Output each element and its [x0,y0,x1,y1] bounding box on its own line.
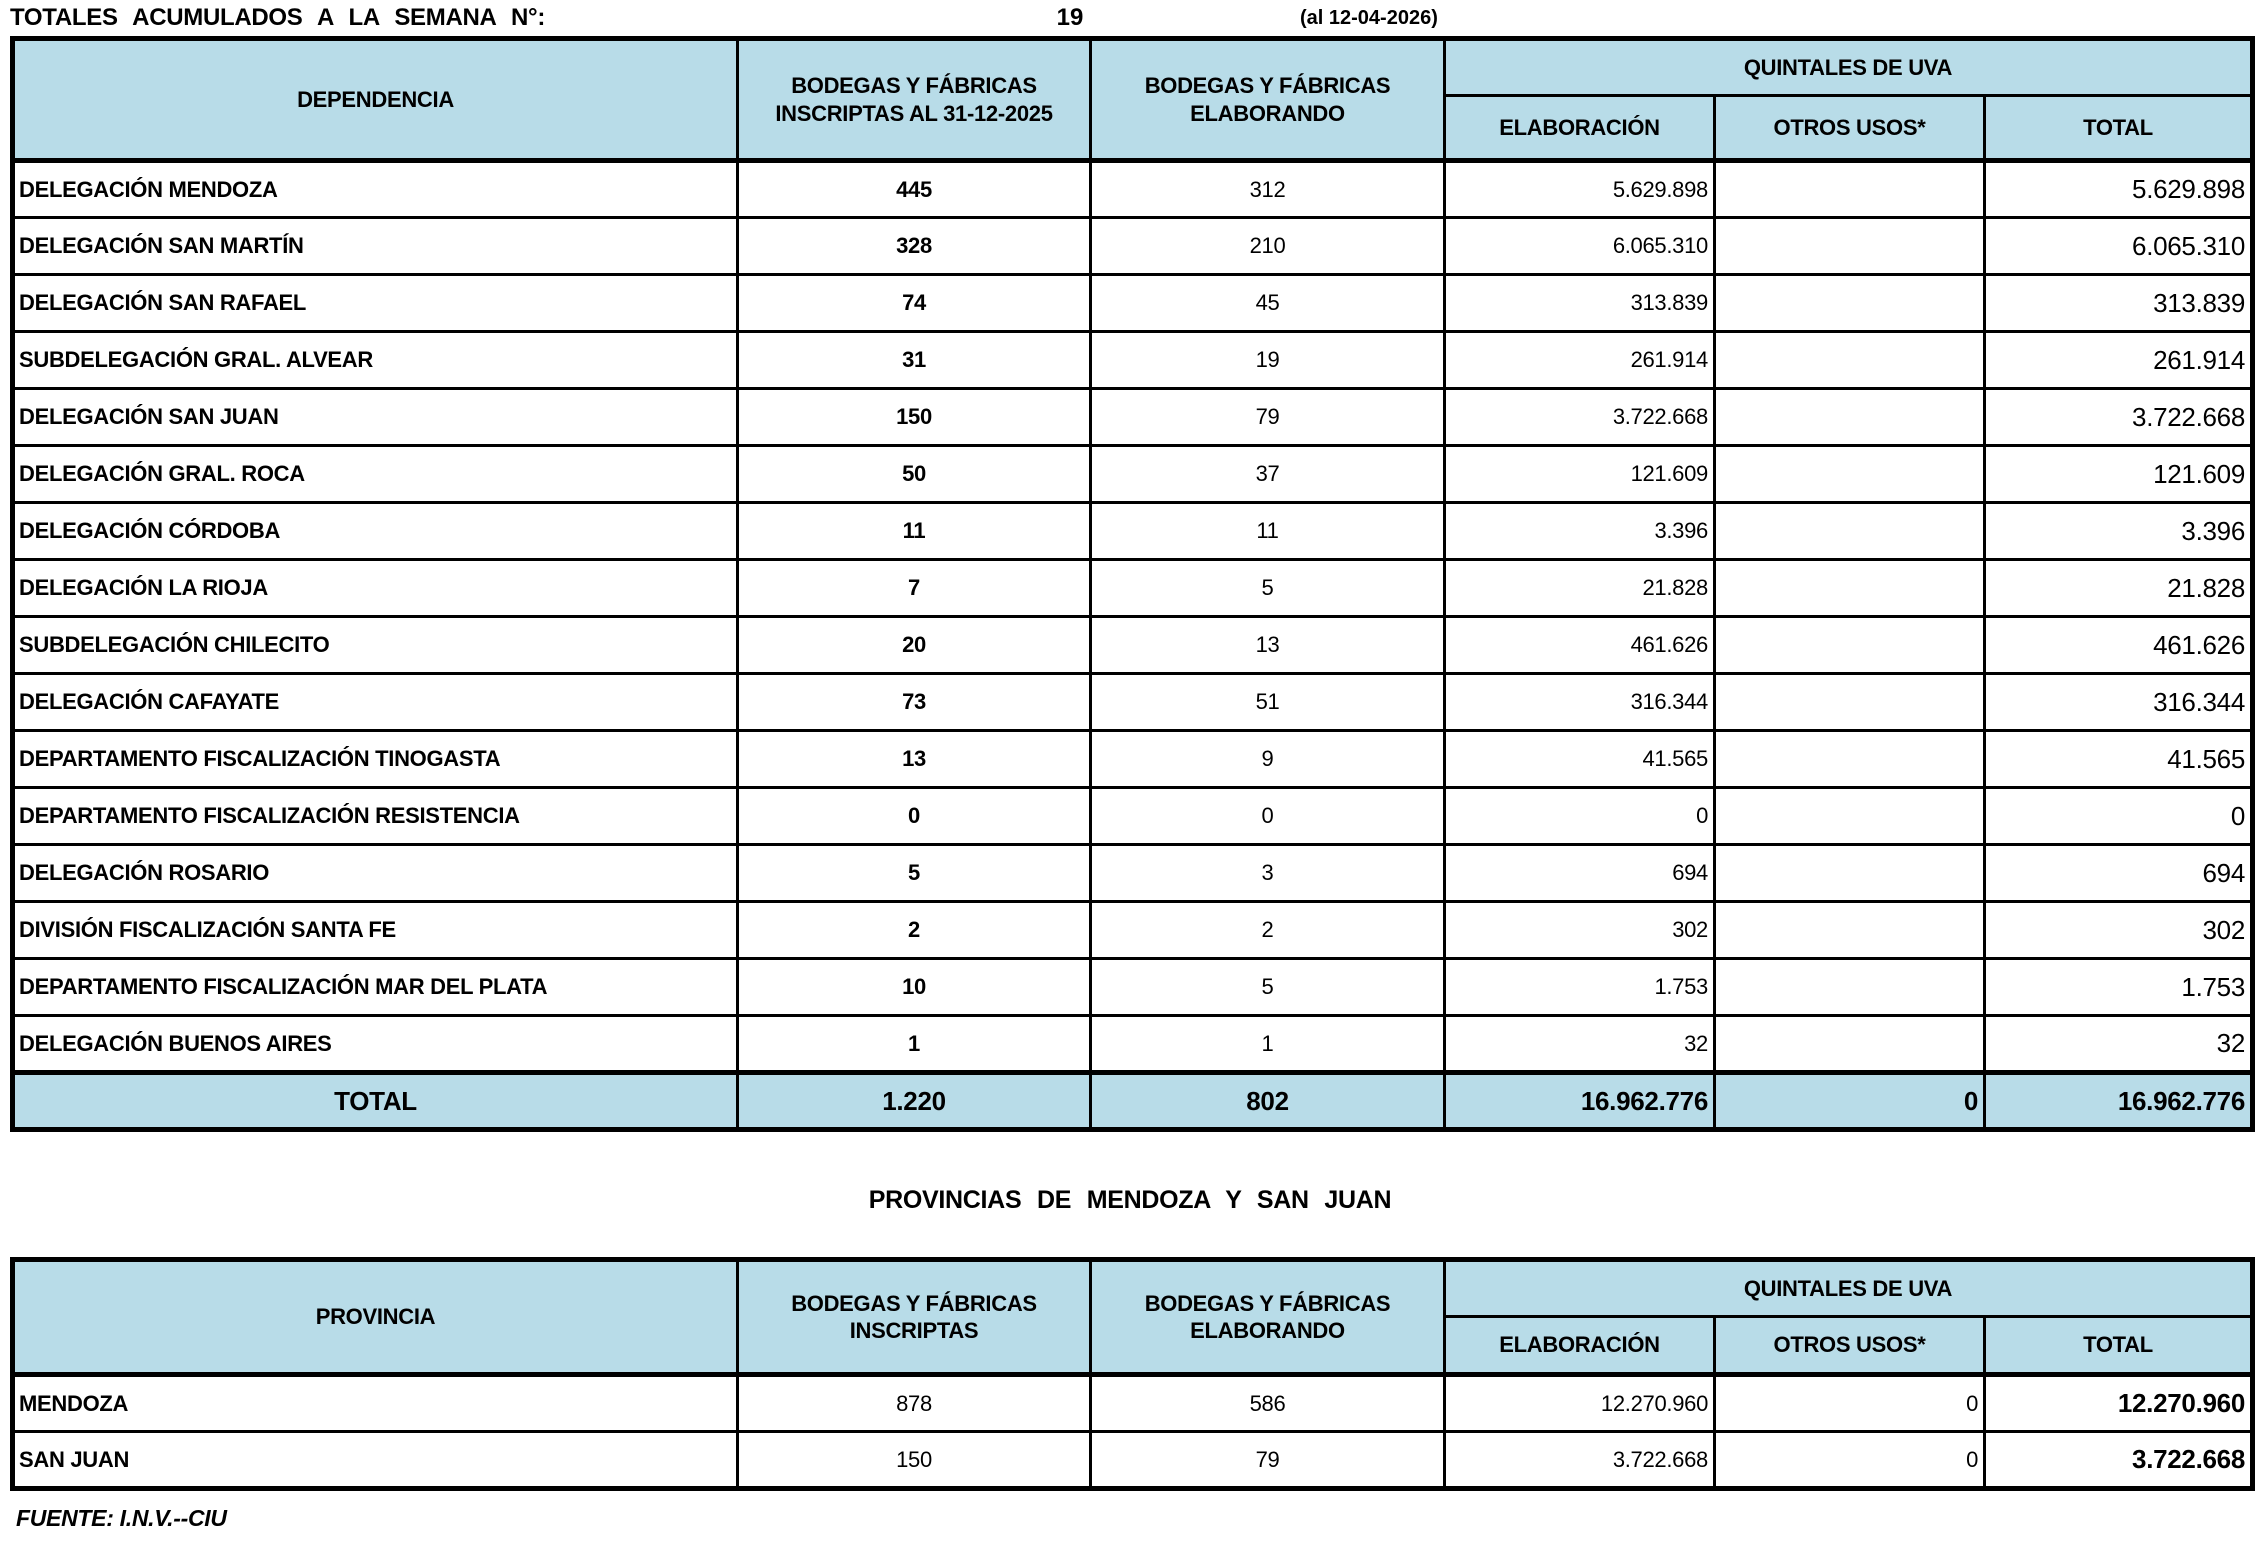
table-row [13,617,2253,674]
total-elaborando-cell: 802 [1091,1073,1445,1130]
dependencia-cell: DELEGACIÓN SAN JUAN [13,389,738,446]
inscriptas-cell: 50 [738,446,1091,503]
otros-usos-cell: 0 [1715,1432,1985,1489]
elaboracion-cell: 0 [1445,788,1715,845]
otros-usos-cell [1715,788,1985,845]
inscriptas-cell: 328 [738,218,1091,275]
col-header-total: TOTAL [1985,1317,2253,1375]
total-row [13,1073,2253,1130]
inscriptas-cell: 13 [738,731,1091,788]
otros-usos-cell: 0 [1715,1375,1985,1432]
inscriptas-cell: 74 [738,275,1091,332]
elaborando-cell: 79 [1091,389,1445,446]
total-cell: 0 [1985,788,2253,845]
table-row [13,1016,2253,1073]
total-cell: 316.344 [1985,674,2253,731]
elaborando-cell: 45 [1091,275,1445,332]
inscriptas-cell: 0 [738,788,1091,845]
inscriptas-cell: 150 [738,389,1091,446]
table-row [13,503,2253,560]
total-cell: 461.626 [1985,617,2253,674]
title-bar [0,0,2260,36]
elaborando-cell: 13 [1091,617,1445,674]
col-header-provincia: PROVINCIA [13,1260,738,1375]
col-header-elaboracion: ELABORACIÓN [1445,96,1715,161]
total-cell: 121.609 [1985,446,2253,503]
elaborando-cell: 210 [1091,218,1445,275]
table-row [13,275,2253,332]
dependencia-cell: DELEGACIÓN SAN MARTÍN [13,218,738,275]
dependencia-cell: DELEGACIÓN SAN RAFAEL [13,275,738,332]
dependencia-cell: DELEGACIÓN CAFAYATE [13,674,738,731]
otros-usos-cell [1715,389,1985,446]
elaborando-cell: 312 [1091,161,1445,218]
elaborando-cell: 19 [1091,332,1445,389]
elaborando-cell: 5 [1091,560,1445,617]
table-row [13,1375,2253,1432]
dependencia-cell: DELEGACIÓN CÓRDOBA [13,503,738,560]
col-header-total: TOTAL [1985,96,2253,161]
total-cell: 1.753 [1985,959,2253,1016]
table-row [13,332,2253,389]
otros-usos-cell [1715,503,1985,560]
table-row [13,218,2253,275]
provincia-cell: SAN JUAN [13,1432,738,1489]
elaboracion-cell: 1.753 [1445,959,1715,1016]
elaboracion-cell: 461.626 [1445,617,1715,674]
inscriptas-cell: 10 [738,959,1091,1016]
elaboracion-cell: 3.722.668 [1445,1432,1715,1489]
total-otros-usos-cell: 0 [1715,1073,1985,1130]
total-cell: 302 [1985,902,2253,959]
col-header-otros-usos: OTROS USOS* [1715,96,1985,161]
otros-usos-cell [1715,731,1985,788]
inscriptas-cell: 5 [738,845,1091,902]
otros-usos-cell [1715,1016,1985,1073]
elaborando-cell: 51 [1091,674,1445,731]
total-cell: 3.722.668 [1985,389,2253,446]
elaborando-cell: 9 [1091,731,1445,788]
otros-usos-cell [1715,218,1985,275]
elaborando-cell: 5 [1091,959,1445,1016]
otros-usos-cell [1715,332,1985,389]
otros-usos-cell [1715,617,1985,674]
table-row [13,959,2253,1016]
inscriptas-cell: 73 [738,674,1091,731]
elaboracion-cell: 261.914 [1445,332,1715,389]
col-header-dependencia: DEPENDENCIA [13,39,738,161]
table-row [13,161,2253,218]
otros-usos-cell [1715,560,1985,617]
dependencia-cell: DEPARTAMENTO FISCALIZACIÓN RESISTENCIA [13,788,738,845]
elaborando-cell: 37 [1091,446,1445,503]
total-cell: 21.828 [1985,560,2253,617]
col-header-elaborando: BODEGAS Y FÁBRICAS ELABORANDO [1091,1260,1445,1375]
total-inscriptas-cell: 1.220 [738,1073,1091,1130]
dependencia-cell: DEPARTAMENTO FISCALIZACIÓN MAR DEL PLATA [13,959,738,1016]
inscriptas-cell: 7 [738,560,1091,617]
total-cell: 3.722.668 [1985,1432,2253,1489]
otros-usos-cell [1715,674,1985,731]
week-number: 19 [1056,4,1084,31]
inscriptas-cell: 445 [738,161,1091,218]
elaboracion-cell: 694 [1445,845,1715,902]
elaborando-cell: 0 [1091,788,1445,845]
total-cell: 12.270.960 [1985,1375,2253,1432]
table-row [13,845,2253,902]
table-row [13,389,2253,446]
table-row [13,446,2253,503]
source-note: FUENTE: I.N.V.--CIU [16,1505,227,1531]
elaborando-cell: 586 [1091,1375,1445,1432]
table-row [13,674,2253,731]
table-row [13,731,2253,788]
provincia-cell: MENDOZA [13,1375,738,1432]
total-cell: 313.839 [1985,275,2253,332]
elaboracion-cell: 313.839 [1445,275,1715,332]
otros-usos-cell [1715,275,1985,332]
col-header-elaboracion: ELABORACIÓN [1445,1317,1715,1375]
col-header-inscriptas: BODEGAS Y FÁBRICAS INSCRIPTAS [738,1260,1091,1375]
col-group-quintales: QUINTALES DE UVA [1445,39,2253,96]
total-label-cell: TOTAL [13,1073,738,1130]
total-cell: 261.914 [1985,332,2253,389]
dependencia-cell: SUBDELEGACIÓN GRAL. ALVEAR [13,332,738,389]
inscriptas-cell: 878 [738,1375,1091,1432]
as-of-date: (al 12-04-2026) [1300,7,1438,29]
elaborando-cell: 1 [1091,1016,1445,1073]
elaboracion-cell: 6.065.310 [1445,218,1715,275]
col-header-elaborando: BODEGAS Y FÁBRICAS ELABORANDO [1091,39,1445,161]
otros-usos-cell [1715,959,1985,1016]
otros-usos-cell [1715,902,1985,959]
total-cell: 6.065.310 [1985,218,2253,275]
total-cell: 41.565 [1985,731,2253,788]
inscriptas-cell: 150 [738,1432,1091,1489]
dependencia-cell: DIVISIÓN FISCALIZACIÓN SANTA FE [13,902,738,959]
elaboracion-cell: 316.344 [1445,674,1715,731]
inscriptas-cell: 11 [738,503,1091,560]
table-row [13,560,2253,617]
page-title: TOTALES ACUMULADOS A LA SEMANA N°: [10,4,546,31]
elaboracion-cell: 121.609 [1445,446,1715,503]
elaborando-cell: 79 [1091,1432,1445,1489]
total-total-cell: 16.962.776 [1985,1073,2253,1130]
dependencia-cell: DELEGACIÓN BUENOS AIRES [13,1016,738,1073]
total-cell: 5.629.898 [1985,161,2253,218]
elaborando-cell: 3 [1091,845,1445,902]
col-group-quintales: QUINTALES DE UVA [1445,1260,2253,1317]
otros-usos-cell [1715,446,1985,503]
elaborando-cell: 11 [1091,503,1445,560]
dependencia-cell: SUBDELEGACIÓN CHILECITO [13,617,738,674]
elaborando-cell: 2 [1091,902,1445,959]
total-cell: 694 [1985,845,2253,902]
dependencia-cell: DELEGACIÓN LA RIOJA [13,560,738,617]
table-row [13,902,2253,959]
inscriptas-cell: 31 [738,332,1091,389]
elaboracion-cell: 12.270.960 [1445,1375,1715,1432]
inscriptas-cell: 1 [738,1016,1091,1073]
total-elaboracion-cell: 16.962.776 [1445,1073,1715,1130]
otros-usos-cell [1715,161,1985,218]
inscriptas-cell: 20 [738,617,1091,674]
provincias-table [10,1257,2255,1491]
otros-usos-cell [1715,845,1985,902]
total-cell: 3.396 [1985,503,2253,560]
col-header-inscriptas: BODEGAS Y FÁBRICAS INSCRIPTAS AL 31-12-2025 [738,39,1091,161]
elaboracion-cell: 3.722.668 [1445,389,1715,446]
elaboracion-cell: 5.629.898 [1445,161,1715,218]
elaboracion-cell: 41.565 [1445,731,1715,788]
dependencias-table [10,36,2255,1132]
total-cell: 32 [1985,1016,2253,1073]
dependencia-cell: DELEGACIÓN MENDOZA [13,161,738,218]
dependencia-cell: DELEGACIÓN ROSARIO [13,845,738,902]
table-row [13,788,2253,845]
elaboracion-cell: 302 [1445,902,1715,959]
elaboracion-cell: 32 [1445,1016,1715,1073]
dependencia-cell: DEPARTAMENTO FISCALIZACIÓN TINOGASTA [13,731,738,788]
elaboracion-cell: 21.828 [1445,560,1715,617]
col-header-otros-usos: OTROS USOS* [1715,1317,1985,1375]
dependencia-cell: DELEGACIÓN GRAL. ROCA [13,446,738,503]
inscriptas-cell: 2 [738,902,1091,959]
elaboracion-cell: 3.396 [1445,503,1715,560]
table-row [13,1432,2253,1489]
section-title: PROVINCIAS DE MENDOZA Y SAN JUAN [868,1186,1392,1214]
